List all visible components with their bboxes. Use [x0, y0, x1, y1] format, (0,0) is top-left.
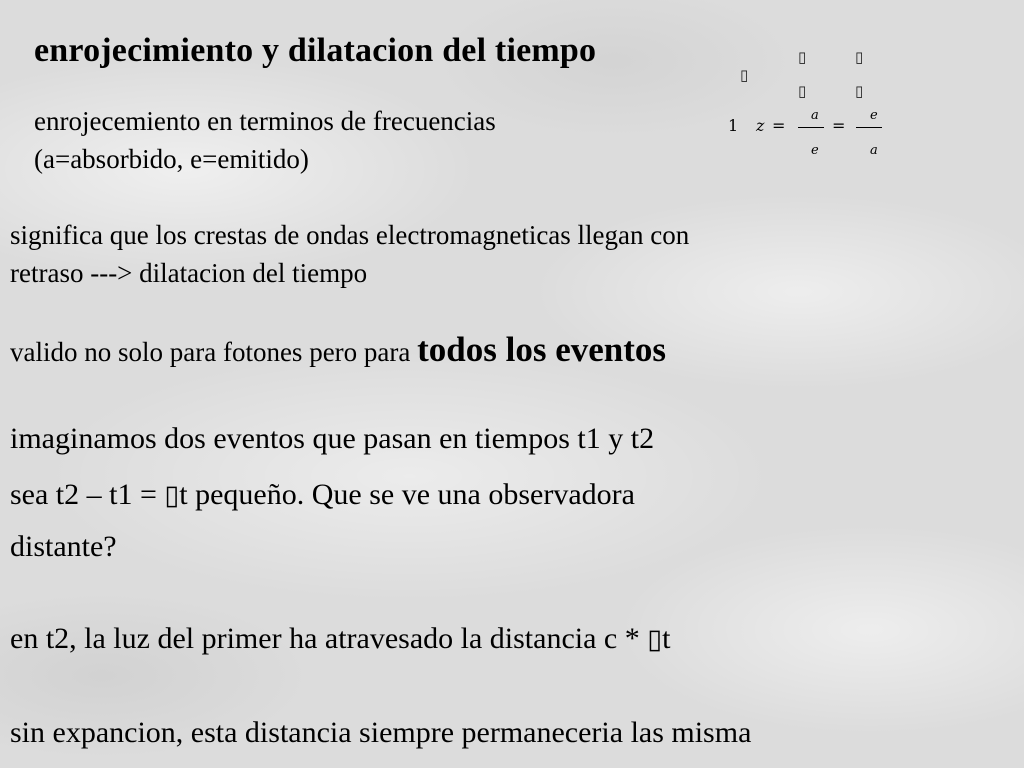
body-line-4: [10, 622, 670, 656]
missing-glyph-icon: ▯: [798, 48, 807, 66]
fraction2-bar: [856, 127, 882, 128]
formula-z: z: [756, 116, 765, 135]
body-line-3: distante?: [10, 530, 117, 563]
body-line-4-start: en t2, la luz del primer ha atravesado la distancia c *: [10, 622, 648, 655]
subtitle-line-1: enrojecemiento en terminos de frecuencias: [34, 106, 496, 136]
delta-missing-glyph-icon: ▯: [164, 480, 180, 511]
missing-glyph-icon: ▯: [855, 48, 864, 66]
paragraph-2-emphasis: todos los eventos: [417, 330, 667, 369]
fraction1-bar: [798, 127, 824, 128]
slide-title: enrojecimiento y dilatacion del tiempo: [34, 32, 597, 69]
paragraph-2: [10, 330, 666, 370]
paragraph-1-line-1: significa que los crestas de ondas electromagneticas llegan con: [10, 220, 690, 250]
body-line-2: [10, 478, 635, 512]
formula-equals: =: [772, 116, 786, 135]
fraction1-numerator: a: [811, 108, 819, 123]
missing-glyph-icon: ▯: [855, 82, 864, 100]
paragraph-2-lead: valido no solo para fotones pero para: [10, 337, 418, 367]
body-line-2-start: sea t2 – t1 =: [10, 478, 165, 511]
body-line-2-end: t pequeño. Que se ve una observadora: [179, 478, 635, 511]
delta-missing-glyph-icon: ▯: [647, 624, 663, 655]
subtitle-line-2: (a=absorbido, e=emitido): [34, 144, 309, 174]
missing-glyph-icon: ▯: [798, 82, 807, 100]
missing-glyph-icon: ▯: [740, 66, 749, 84]
fraction1-denominator: e: [811, 143, 819, 158]
paragraph-1-line-2: retraso ---> dilatacion del tiempo: [10, 258, 368, 288]
body-line-5: sin expancion, esta distancia siempre permaneceria las misma: [10, 716, 752, 749]
body-line-1: imaginamos dos eventos que pasan en tiempos t1 y t2: [10, 422, 655, 455]
fraction2-numerator: e: [870, 108, 878, 123]
formula-prefix: 1: [728, 116, 739, 135]
fraction2-denominator: a: [870, 143, 878, 158]
formula-equals: =: [832, 116, 846, 135]
body-line-4-end: t: [662, 622, 671, 655]
